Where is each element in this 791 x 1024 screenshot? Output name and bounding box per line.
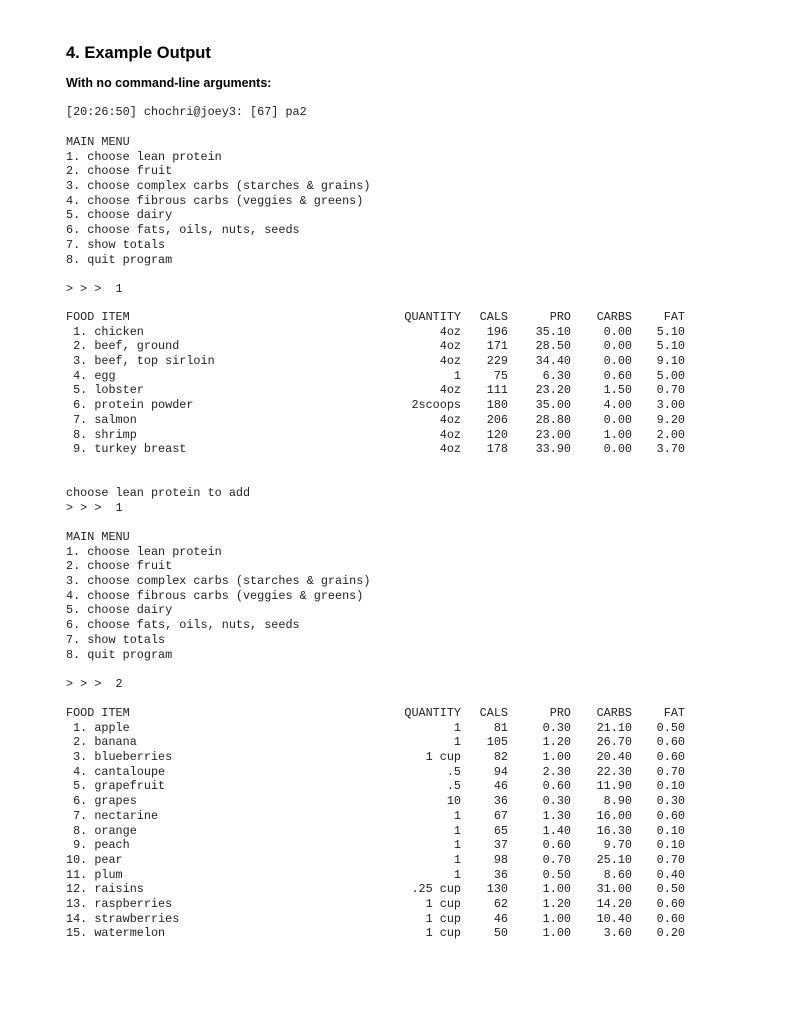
cell-carbs: 4.00 — [603, 398, 632, 413]
menu-item: 8. quit program — [66, 647, 173, 662]
menu-title: MAIN MENU — [66, 530, 130, 544]
cell-qty: 1 cup — [425, 750, 461, 765]
cell-qty: 4oz — [439, 412, 461, 427]
cell-fat: 0.70 — [656, 764, 685, 779]
cell-carbs: 0.00 — [603, 324, 632, 339]
fruit-table — [66, 706, 691, 941]
cell-cals: 180 — [486, 398, 508, 413]
cell-carbs: 1.50 — [603, 383, 632, 398]
table-row — [66, 413, 691, 428]
cell-qty: 1 — [453, 867, 461, 882]
cell-pro: 1.40 — [542, 823, 571, 838]
cell-qty: 1 — [453, 368, 461, 383]
cell-pro: 1.00 — [542, 882, 571, 897]
table-header — [66, 310, 691, 325]
cell-fat: 0.40 — [656, 867, 685, 882]
cell-fat: 2.00 — [656, 427, 685, 442]
cell-carbs: 8.90 — [603, 794, 632, 809]
menu-item: 6. choose fats, oils, nuts, seeds — [66, 618, 300, 633]
cell-fat: 0.50 — [656, 882, 685, 897]
cell-fat: 0.20 — [656, 926, 685, 941]
cell-pro: 1.30 — [542, 808, 571, 823]
user-input: > > > 2 — [66, 677, 123, 691]
cell-cals: 36 — [493, 794, 508, 809]
cell-pro: 1.20 — [542, 896, 571, 911]
cell-pro: 1.20 — [542, 735, 571, 750]
cell-fat: 0.60 — [656, 911, 685, 926]
cell-pro: 2.30 — [542, 764, 571, 779]
cell-cals: 171 — [486, 339, 508, 354]
cell-pro: 1.00 — [542, 926, 571, 941]
col-cals: CALS — [479, 706, 508, 720]
page-subheading: With no command-line arguments: — [66, 76, 272, 90]
cell-carbs: 25.10 — [596, 852, 632, 867]
cell-food: 2. banana — [66, 735, 137, 750]
cell-cals: 111 — [486, 383, 508, 398]
cell-pro: 33.90 — [535, 442, 571, 457]
table-row — [66, 912, 691, 927]
cell-food: 7. nectarine — [66, 808, 159, 823]
cell-fat: 0.60 — [656, 808, 685, 823]
cell-pro: 1.00 — [542, 750, 571, 765]
col-qty: QUANTITY — [404, 310, 461, 324]
cell-qty: 4oz — [439, 427, 461, 442]
cell-cals: 65 — [493, 823, 508, 838]
cell-cals: 98 — [493, 852, 508, 867]
cell-qty: .5 — [446, 779, 461, 794]
add-prompt: choose lean protein to add — [66, 486, 251, 500]
cell-pro: 23.20 — [535, 383, 571, 398]
cell-fat: 3.70 — [656, 442, 685, 457]
cell-food: 3. beef, top sirloin — [66, 354, 215, 369]
cell-food: 15. watermelon — [66, 926, 166, 941]
cell-carbs: 16.30 — [596, 823, 632, 838]
cell-qty: 4oz — [439, 442, 461, 457]
menu-item: 2. choose fruit — [66, 164, 173, 179]
cell-carbs: 8.60 — [603, 867, 632, 882]
cell-food: 5. grapefruit — [66, 779, 166, 794]
table-row — [66, 325, 691, 340]
cell-pro: 35.00 — [535, 398, 571, 413]
cell-cals: 36 — [493, 867, 508, 882]
cell-carbs: 22.30 — [596, 764, 632, 779]
table-row — [66, 383, 691, 398]
main-menu — [66, 530, 370, 662]
cell-cals: 94 — [493, 764, 508, 779]
cell-qty: .25 cup — [411, 882, 461, 897]
menu-item: 2. choose fruit — [66, 559, 173, 574]
cell-cals: 50 — [493, 926, 508, 941]
cell-carbs: 10.40 — [596, 911, 632, 926]
cell-carbs: 26.70 — [596, 735, 632, 750]
cell-qty: 1 cup — [425, 911, 461, 926]
main-menu — [66, 135, 370, 267]
cell-qty: 1 — [453, 735, 461, 750]
cell-cals: 46 — [493, 911, 508, 926]
cell-cals: 196 — [486, 324, 508, 339]
cell-carbs: 0.00 — [603, 442, 632, 457]
cell-fat: 0.60 — [656, 896, 685, 911]
cell-carbs: 0.00 — [603, 412, 632, 427]
cell-pro: 0.30 — [542, 720, 571, 735]
cell-fat: 0.50 — [656, 720, 685, 735]
shell-prompt: [20:26:50] chochri@joey3: [67] pa2 — [66, 105, 307, 119]
cell-food: 10. pear — [66, 852, 123, 867]
cell-qty: 4oz — [439, 354, 461, 369]
cell-food: 12. raisins — [66, 882, 144, 897]
cell-cals: 82 — [493, 750, 508, 765]
col-carbs: CARBS — [596, 310, 632, 324]
cell-pro: 0.60 — [542, 838, 571, 853]
cell-food: 9. peach — [66, 838, 130, 853]
cell-cals: 178 — [486, 442, 508, 457]
cell-food: 1. chicken — [66, 324, 144, 339]
cell-food: 7. salmon — [66, 412, 137, 427]
col-cals: CALS — [479, 310, 508, 324]
cell-fat: 0.10 — [656, 823, 685, 838]
col-food: FOOD ITEM — [66, 706, 130, 720]
cell-fat: 0.60 — [656, 735, 685, 750]
cell-cals: 75 — [493, 368, 508, 383]
cell-cals: 46 — [493, 779, 508, 794]
cell-carbs: 0.00 — [603, 339, 632, 354]
page-heading: 4. Example Output — [66, 44, 211, 62]
user-input: > > > 1 — [66, 282, 123, 296]
cell-fat: 0.70 — [656, 383, 685, 398]
table-row — [66, 750, 691, 765]
table-row — [66, 398, 691, 413]
cell-qty: 1 — [453, 808, 461, 823]
cell-qty: 1 — [453, 852, 461, 867]
cell-qty: 1 — [453, 823, 461, 838]
col-qty: QUANTITY — [404, 706, 461, 720]
cell-fat: 0.10 — [656, 779, 685, 794]
table-row — [66, 824, 691, 839]
table-row — [66, 354, 691, 369]
cell-cals: 37 — [493, 838, 508, 853]
cell-food: 9. turkey breast — [66, 442, 187, 457]
cell-qty: 1 cup — [425, 926, 461, 941]
menu-item: 7. show totals — [66, 632, 166, 647]
cell-pro: 35.10 — [535, 324, 571, 339]
cell-food: 5. lobster — [66, 383, 144, 398]
cell-carbs: 20.40 — [596, 750, 632, 765]
col-pro: PRO — [549, 706, 571, 720]
cell-pro: 0.50 — [542, 867, 571, 882]
table-row — [66, 809, 691, 824]
cell-pro: 6.30 — [542, 368, 571, 383]
cell-fat: 0.70 — [656, 852, 685, 867]
cell-qty: 1 — [453, 720, 461, 735]
table-header — [66, 706, 691, 721]
cell-fat: 0.10 — [656, 838, 685, 853]
table-row — [66, 868, 691, 883]
cell-cals: 206 — [486, 412, 508, 427]
cell-cals: 81 — [493, 720, 508, 735]
cell-qty: 4oz — [439, 383, 461, 398]
cell-cals: 229 — [486, 354, 508, 369]
cell-pro: 0.30 — [542, 794, 571, 809]
cell-pro: 1.00 — [542, 911, 571, 926]
cell-carbs: 31.00 — [596, 882, 632, 897]
table-row — [66, 428, 691, 443]
table-row — [66, 442, 691, 457]
cell-qty: 2scoops — [411, 398, 461, 413]
cell-food: 13. raspberries — [66, 896, 173, 911]
cell-pro: 34.40 — [535, 354, 571, 369]
cell-fat: 9.10 — [656, 354, 685, 369]
menu-item: 8. quit program — [66, 252, 173, 267]
cell-cals: 105 — [486, 735, 508, 750]
table-row — [66, 721, 691, 736]
cell-pro: 0.70 — [542, 852, 571, 867]
cell-food: 6. protein powder — [66, 398, 194, 413]
cell-fat: 0.60 — [656, 750, 685, 765]
table-row — [66, 339, 691, 354]
cell-carbs: 9.70 — [603, 838, 632, 853]
cell-food: 2. beef, ground — [66, 339, 180, 354]
cell-cals: 67 — [493, 808, 508, 823]
menu-item: 3. choose complex carbs (starches & grains) — [66, 179, 371, 194]
cell-qty: 10 — [446, 794, 461, 809]
menu-item: 5. choose dairy — [66, 603, 173, 618]
cell-fat: 5.10 — [656, 339, 685, 354]
cell-food: 8. orange — [66, 823, 137, 838]
cell-food: 14. strawberries — [66, 911, 180, 926]
menu-item: 6. choose fats, oils, nuts, seeds — [66, 223, 300, 238]
cell-carbs: 0.60 — [603, 368, 632, 383]
cell-food: 3. blueberries — [66, 750, 173, 765]
cell-qty: .5 — [446, 764, 461, 779]
menu-item: 5. choose dairy — [66, 208, 173, 223]
cell-carbs: 3.60 — [603, 926, 632, 941]
menu-item: 3. choose complex carbs (starches & grains) — [66, 574, 371, 589]
cell-fat: 3.00 — [656, 398, 685, 413]
protein-table — [66, 310, 691, 457]
cell-food: 1. apple — [66, 720, 130, 735]
cell-cals: 120 — [486, 427, 508, 442]
table-row — [66, 779, 691, 794]
cell-carbs: 1.00 — [603, 427, 632, 442]
col-fat: FAT — [663, 310, 685, 324]
table-row — [66, 926, 691, 941]
menu-item: 1. choose lean protein — [66, 544, 222, 559]
cell-qty: 4oz — [439, 339, 461, 354]
cell-qty: 1 — [453, 838, 461, 853]
cell-fat: 5.10 — [656, 324, 685, 339]
cell-qty: 1 cup — [425, 896, 461, 911]
cell-pro: 0.60 — [542, 779, 571, 794]
col-carbs: CARBS — [596, 706, 632, 720]
cell-carbs: 14.20 — [596, 896, 632, 911]
cell-food: 4. cantaloupe — [66, 764, 166, 779]
user-input: > > > 1 — [66, 501, 123, 515]
menu-item: 1. choose lean protein — [66, 149, 222, 164]
col-food: FOOD ITEM — [66, 310, 130, 324]
cell-fat: 5.00 — [656, 368, 685, 383]
table-row — [66, 882, 691, 897]
col-fat: FAT — [663, 706, 685, 720]
cell-food: 4. egg — [66, 368, 116, 383]
table-row — [66, 853, 691, 868]
cell-carbs: 0.00 — [603, 354, 632, 369]
table-row — [66, 794, 691, 809]
cell-pro: 28.80 — [535, 412, 571, 427]
table-row — [66, 369, 691, 384]
cell-food: 6. grapes — [66, 794, 137, 809]
cell-food: 11. plum — [66, 867, 123, 882]
cell-carbs: 11.90 — [596, 779, 632, 794]
table-row — [66, 838, 691, 853]
cell-qty: 4oz — [439, 324, 461, 339]
cell-pro: 28.50 — [535, 339, 571, 354]
cell-cals: 130 — [486, 882, 508, 897]
cell-food: 8. shrimp — [66, 427, 137, 442]
cell-carbs: 21.10 — [596, 720, 632, 735]
cell-carbs: 16.00 — [596, 808, 632, 823]
table-row — [66, 765, 691, 780]
menu-item: 4. choose fibrous carbs (veggies & greens) — [66, 193, 364, 208]
menu-item: 7. show totals — [66, 237, 166, 252]
menu-item: 4. choose fibrous carbs (veggies & greens) — [66, 588, 364, 603]
menu-title: MAIN MENU — [66, 135, 130, 149]
cell-fat: 9.20 — [656, 412, 685, 427]
table-row — [66, 735, 691, 750]
col-pro: PRO — [549, 310, 571, 324]
cell-fat: 0.30 — [656, 794, 685, 809]
cell-pro: 23.00 — [535, 427, 571, 442]
cell-cals: 62 — [493, 896, 508, 911]
table-row — [66, 897, 691, 912]
